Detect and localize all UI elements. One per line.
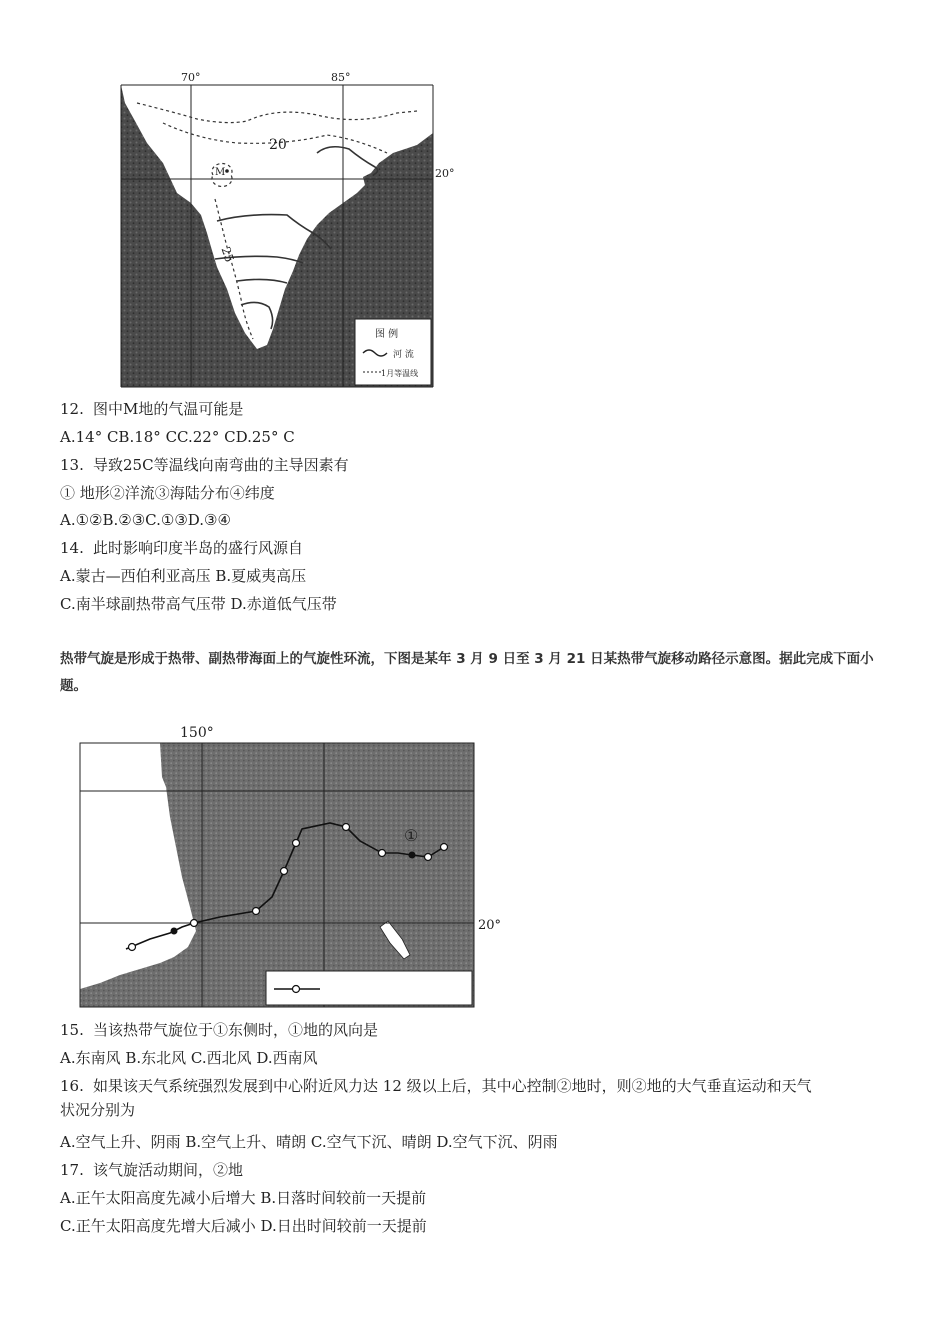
question-text: 该气旋活动期间，②地 <box>93 1161 244 1179</box>
marker-1-label: ① <box>404 826 419 845</box>
question-14-options-cd: C.南半球副热带高气压带 D.赤道低气压带 <box>60 595 337 613</box>
question-13-factors: ① 地形②洋流③海陆分布④纬度 <box>60 484 275 502</box>
question-14-options-ab: A.蒙古—西伯利亚高压 B.夏威夷高压 <box>60 567 307 585</box>
question-15 <box>60 1019 378 1041</box>
question-16-continuation: 状况分别为 <box>60 1101 136 1119</box>
question-17-options-cd: C.正午太阳高度先增大后减小 D.日出时间较前一天提前 <box>60 1217 427 1235</box>
question-16 <box>60 1075 812 1097</box>
question-number: 14. <box>60 539 84 557</box>
legend-title: 图 例 <box>375 329 399 340</box>
question-text: 图中M地的气温可能是 <box>93 400 244 418</box>
isotherm-label-20: 20 <box>269 137 287 153</box>
lat-label-20: 20° <box>435 167 455 180</box>
question-text: 如果该天气系统强烈发展到中心附近风力达 12 级以上后，其中心控制②地时，则②地的大气垂直运动和天气 <box>93 1077 812 1095</box>
lat-label-20: 20° <box>478 918 502 933</box>
question-13-options: A.①②B.②③C.①③D.③④ <box>60 511 231 529</box>
point-1-marker <box>409 852 416 859</box>
question-17-options-ab: A.正午太阳高度先减小后增大 B.日落时间较前一天提前 <box>60 1189 427 1207</box>
question-14 <box>60 537 303 559</box>
passage-intro: 热带气旋是形成于热带、副热带海面上的气旋性环流，下图是某年 3 月 9 日至 3 月 21 日某热带气旋移动路径示意图。据此完成下面小题。 <box>60 651 874 694</box>
legend-isotherm-label: 1月等温线 <box>381 369 419 378</box>
india-isotherm-map <box>117 63 463 389</box>
isotherm-label-25: 25 <box>218 245 237 264</box>
lon-label-150: 150° <box>180 725 214 741</box>
cyclone-path-map <box>70 717 510 1011</box>
point-2-marker <box>171 928 178 935</box>
legend-track-point <box>293 986 300 993</box>
question-number: 15. <box>60 1021 84 1039</box>
lon-label-85: 85° <box>331 71 351 84</box>
point-m-label: M <box>215 167 226 178</box>
question-15-options: A.东南风 B.东北风 C.西北风 D.西南风 <box>60 1049 318 1067</box>
question-12-options: A.14° CB.18° CC.22° CD.25° C <box>60 428 295 446</box>
lon-label-70: 70° <box>181 71 201 84</box>
question-number: 13. <box>60 456 84 474</box>
question-12 <box>60 398 243 420</box>
question-number: 12. <box>60 400 84 418</box>
question-text: 此时影响印度半岛的盛行风源自 <box>93 539 304 557</box>
question-text: 导致25C等温线向南弯曲的主导因素有 <box>93 456 349 474</box>
map1-legend <box>355 319 431 385</box>
question-13 <box>60 454 349 476</box>
question-text: 当该热带气旋位于①东侧时，①地的风向是 <box>93 1021 379 1039</box>
question-17 <box>60 1159 243 1181</box>
legend-river-label: 河 流 <box>393 350 414 360</box>
question-number: 17. <box>60 1161 84 1179</box>
point-m-dot <box>225 169 229 173</box>
question-16-options: A.空气上升、阴雨 B.空气上升、晴朗 C.空气下沉、晴朗 D.空气下沉、阴雨 <box>60 1133 558 1151</box>
question-number: 16. <box>60 1077 84 1095</box>
map2-legend <box>266 971 472 1005</box>
